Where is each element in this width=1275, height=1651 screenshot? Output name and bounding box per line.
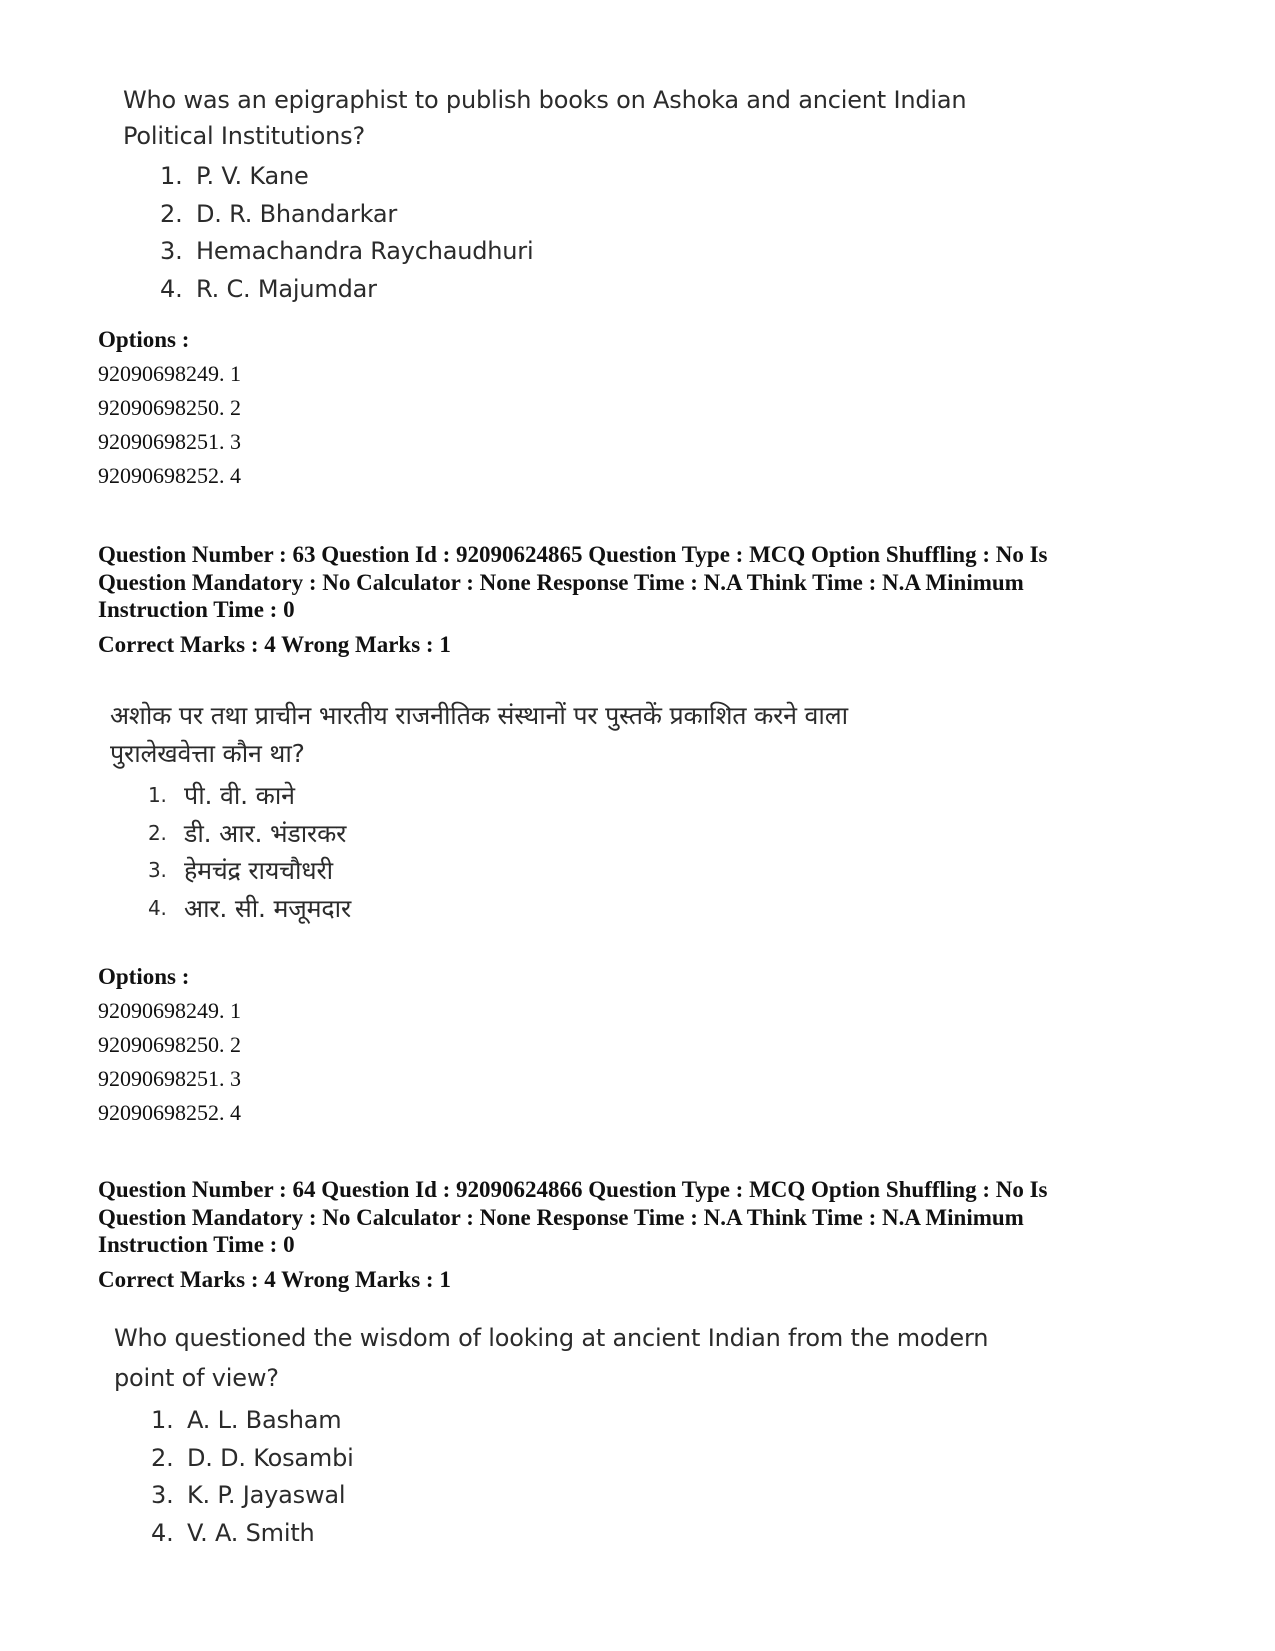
question-meta-line: Question Number : 63 Question Id : 92090624865 Question Type : MCQ Option Shuffling : No Is [98,542,1048,567]
q63-choice-3 [148,852,848,890]
option-row: 92090698251. 3 [98,1066,241,1091]
choice-text: K. P. Jayaswal [187,1481,346,1509]
choice-text: Hemachandra Raychaudhuri [196,237,534,265]
q63-choice-1 [148,777,848,815]
q64-choice-4 [151,1515,988,1553]
question-meta-line: Question Number : 64 Question Id : 92090624866 Question Type : MCQ Option Shuffling : No Is [98,1177,1048,1202]
choice-number: 1. [151,1406,174,1434]
q62-options [98,323,241,493]
q63-question-image [110,697,848,927]
options-label: Options : [98,964,190,989]
choice-text: हेमचंद्र रायचौधरी [184,856,333,885]
choice-number: 3. [160,237,183,265]
marks-line: Correct Marks : 4 Wrong Marks : 1 [98,631,451,657]
q64-meta [98,1176,1178,1295]
q63-choice-2 [148,815,848,853]
q62-question-image [123,82,966,308]
choice-text: V. A. Smith [187,1518,315,1547]
choice-number: 2. [160,199,183,228]
option-row: 92090698252. 4 [98,463,241,488]
marks-line: Correct Marks : 4 Wrong Marks : 1 [98,1266,451,1292]
q62-choice-2 [160,196,966,234]
choice-text: D. R. Bhandarkar [196,199,398,228]
q64-question-stem-line1: Who questioned the wisdom of looking at ancient Indian from the modern [114,1324,989,1352]
q64-choice-list [151,1402,988,1552]
question-meta-line: Instruction Time : 0 [98,1232,295,1257]
q62-question-stem-line1: Who was an epigraphist to publish books on Ashoka and ancient Indian [123,86,967,114]
choice-number: 2. [148,820,167,845]
q64-question-stem-line2: point of view? [114,1364,279,1392]
choice-text: A. L. Basham [187,1406,342,1434]
choice-text: D. D. Kosambi [187,1443,354,1472]
q64-choice-2 [151,1440,988,1478]
question-meta-line: Question Mandatory : No Calculator : None Response Time : N.A Think Time : N.A Minimum [98,569,1024,595]
choice-text: R. C. Majumdar [196,274,377,303]
q63-choice-list [148,777,848,927]
choice-number: 4. [160,274,183,303]
q64-choice-3 [151,1477,988,1515]
q63-question-stem-line1: अशोक पर तथा प्राचीन भारतीय राजनीतिक संस्थानों पर पुस्तकें प्रकाशित करने वाला [110,701,848,730]
choice-number: 2. [151,1443,174,1472]
options-label: Options : [98,327,190,352]
q62-question-stem-line2: Political Institutions? [123,122,366,150]
q64-choice-1 [151,1402,988,1440]
q62-choice-1 [160,158,966,196]
choice-text: डी. आर. भंडारकर [184,818,347,848]
choice-text: P. V. Kane [196,162,309,190]
q63-meta [98,541,1178,660]
q62-choice-3 [160,233,966,271]
q63-options [98,960,241,1130]
choice-number: 3. [148,858,167,882]
question-meta-line: Instruction Time : 0 [98,597,295,622]
choice-number: 4. [148,895,167,920]
q62-choice-list [160,158,966,308]
q64-question-image [114,1318,988,1552]
q62-choice-4 [160,271,966,309]
choice-text: पी. वी. काने [184,781,295,810]
choice-number: 4. [151,1518,174,1547]
option-row: 92090698250. 2 [98,1032,241,1057]
option-row: 92090698252. 4 [98,1100,241,1125]
option-row: 92090698251. 3 [98,429,241,454]
choice-text: आर. सी. मजूमदार [184,893,351,923]
choice-number: 1. [148,783,167,807]
choice-number: 3. [151,1481,174,1509]
q63-choice-4 [148,890,848,928]
option-row: 92090698250. 2 [98,395,241,420]
q63-question-stem-line2: पुरालेखवेत्ता कौन था? [110,739,305,768]
question-meta-line: Question Mandatory : No Calculator : None Response Time : N.A Think Time : N.A Minimum [98,1204,1024,1230]
option-row: 92090698249. 1 [98,361,241,386]
option-row: 92090698249. 1 [98,998,241,1023]
choice-number: 1. [160,162,183,190]
